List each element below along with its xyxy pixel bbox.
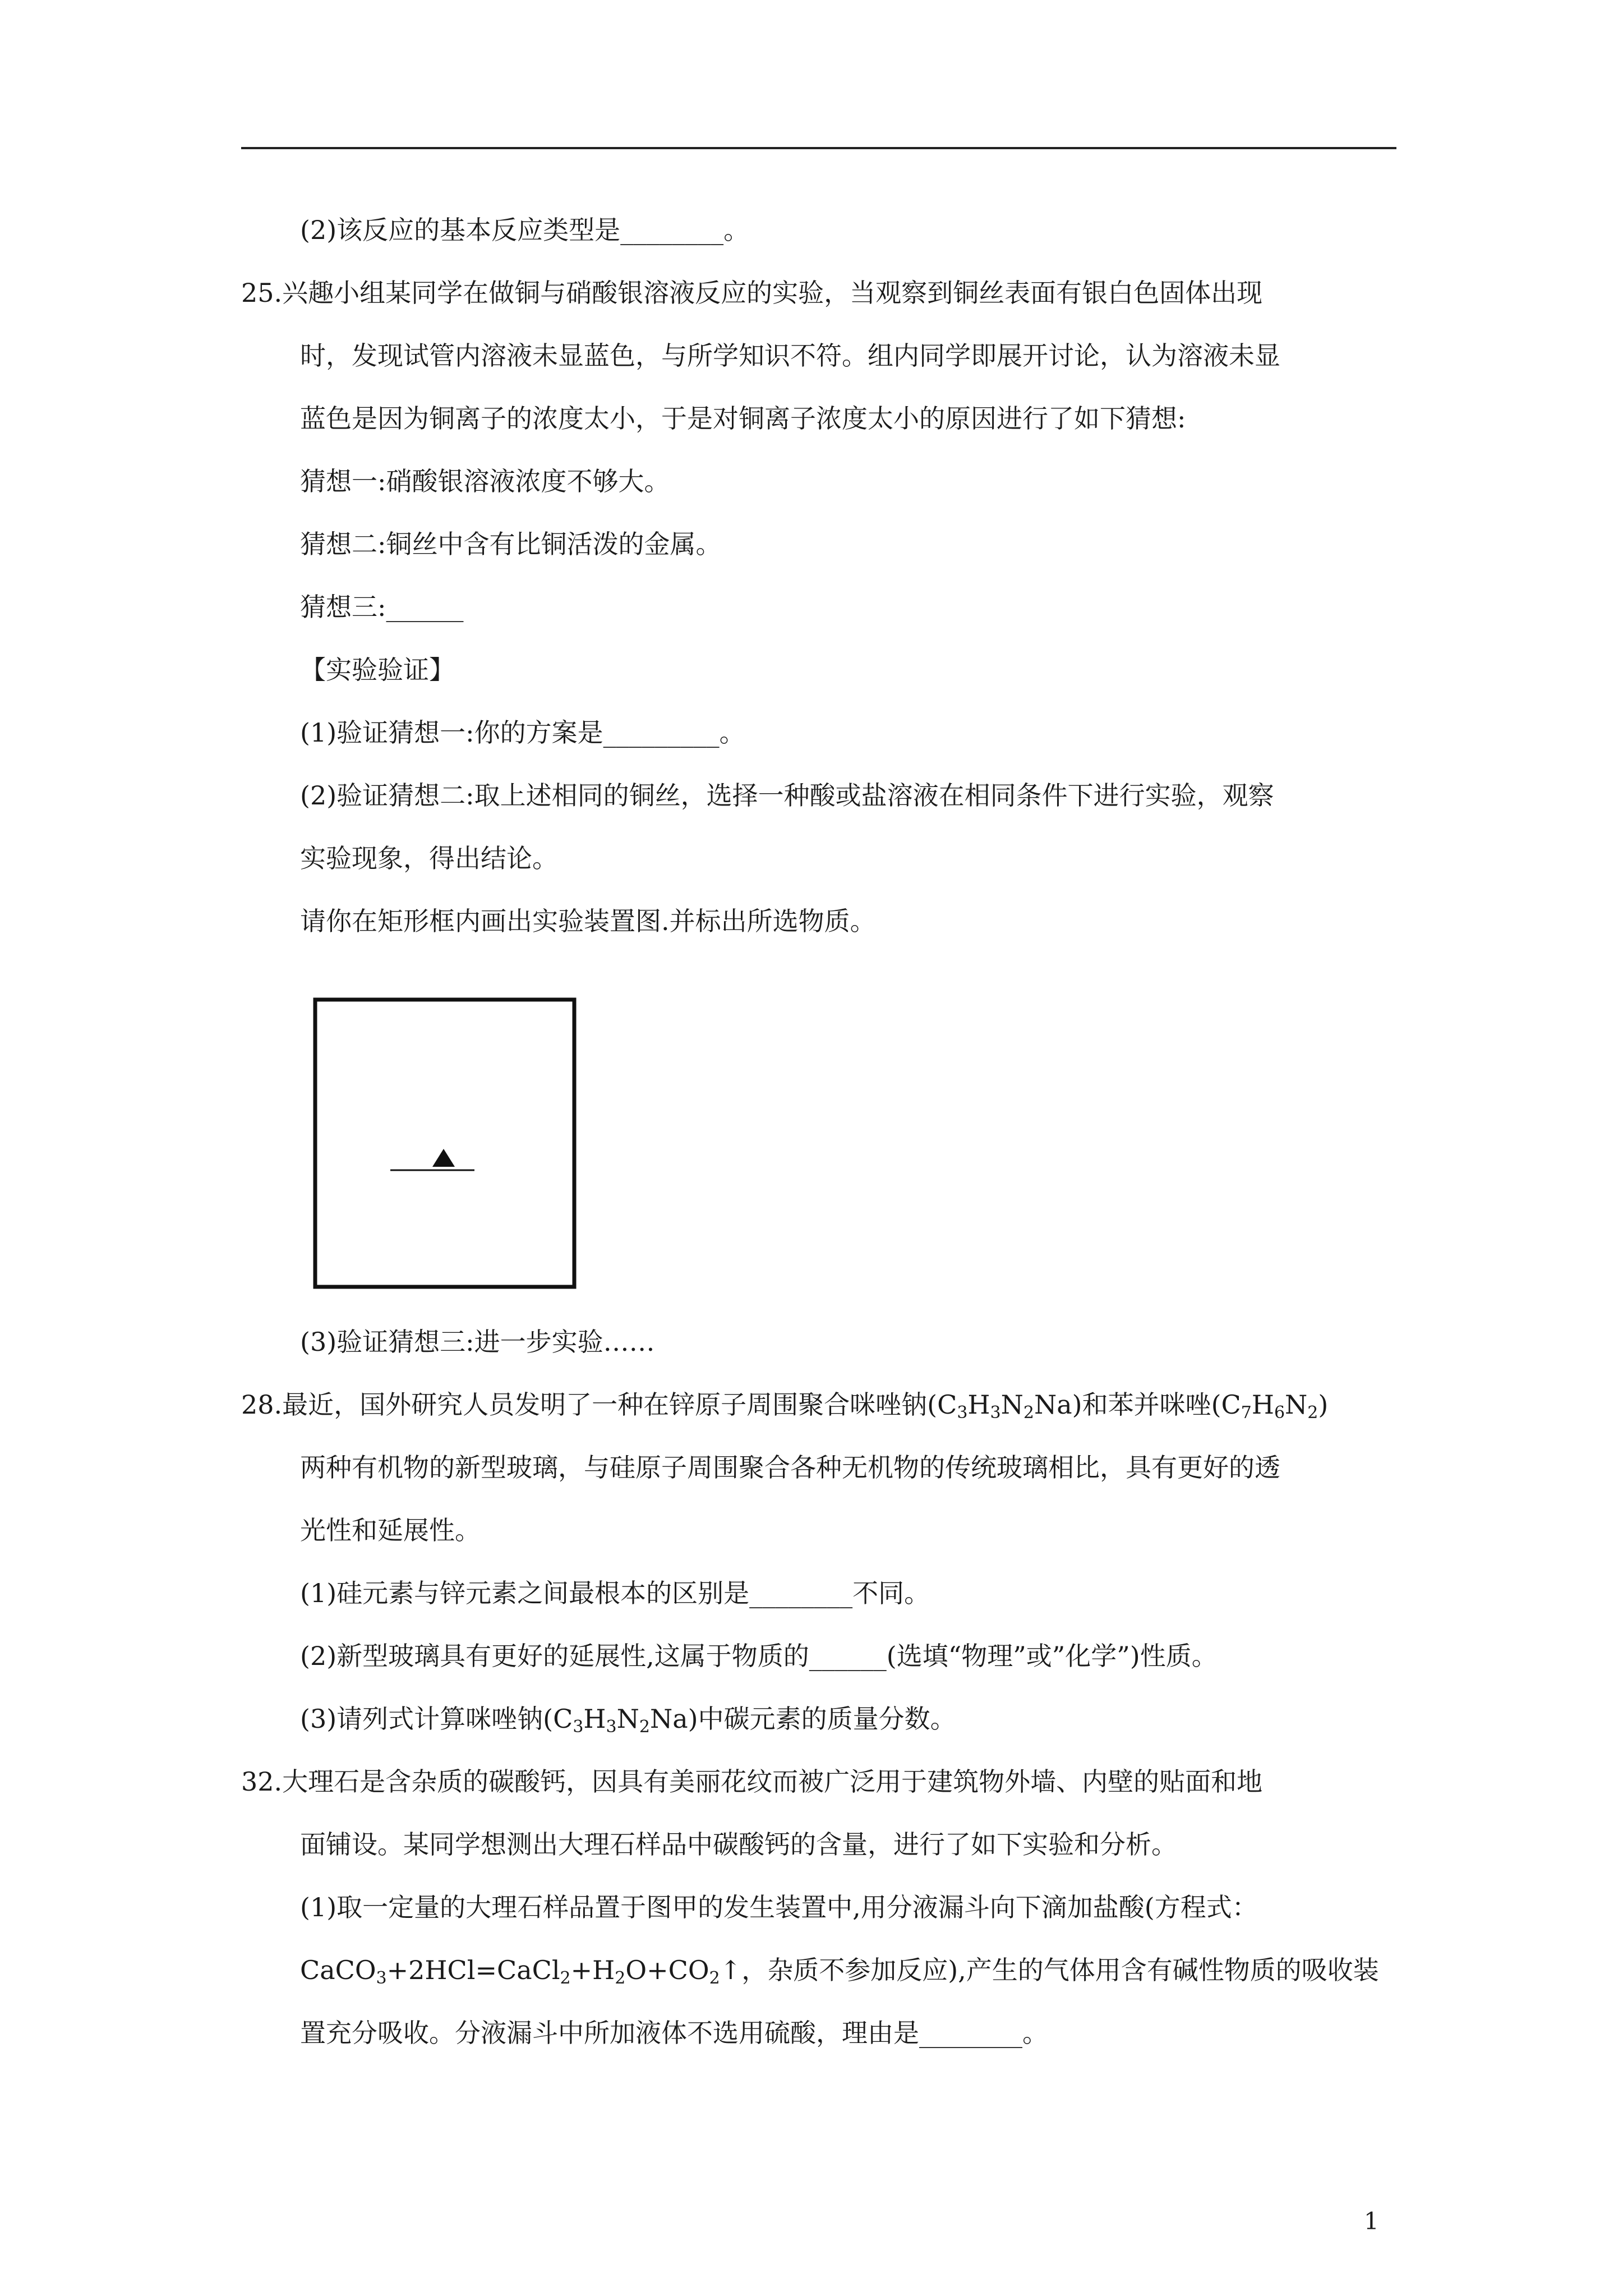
q32-part1-line3: 置充分吸收。分液漏斗中所加液体不选用硫酸，理由是________。 [300, 2018, 1048, 2048]
q25-verify2-line2: 实验现象，得出结论。 [300, 843, 558, 873]
q25-line2: 时，发现试管内溶液未显蓝色，与所学知识不符。组内同学即展开讨论，认为溶液未显 [300, 341, 1280, 371]
q25-verify1: (1)验证猜想一:你的方案是_________。 [300, 717, 745, 748]
q32-line2: 面铺设。某同学想测出大理石样品中碳酸钙的含量，进行了如下实验和分析。 [300, 1829, 1177, 1860]
q28-part2: (2)新型玻璃具有更好的延展性,这属于物质的______(选填“物理”或”化学”)性质。 [300, 1641, 1218, 1671]
q28-part1: (1)硅元素与锌元素之间最根本的区别是________不同。 [300, 1578, 930, 1608]
q25-verify3: (3)验证猜想三:进一步实验…… [300, 1327, 655, 1357]
page-number: 1 [1364, 2207, 1379, 2235]
q28-line3: 光性和延展性。 [300, 1515, 481, 1545]
q25-guess2: 猜想二:铜丝中含有比铜活泼的金属。 [300, 529, 722, 559]
drawing-box-diagram [313, 997, 577, 1289]
q25-guess3: 猜想三:______ [300, 592, 464, 622]
q25-draw-prompt: 请你在矩形框内画出实验装置图.并标出所选物质。 [300, 906, 876, 936]
q28-part3: (3)请列式计算咪唑钠$(C_3H_3N_2Na)$中碳元素的质量分数。 [300, 1704, 956, 1737]
q25-line3: 蓝色是因为铜离子的浓度太小，于是对铜离子浓度太小的原因进行了如下猜想: [300, 403, 1186, 434]
q25-guess1: 猜想一:硝酸银溶液浓度不够大。 [300, 466, 670, 496]
q28-line1: 28.最近，国外研究人员发明了一种在锌原子周围聚合咪唑钠$(C_3H_3N_2Na)$和苯并咪唑$(C_7H_6N_2)$ [241, 1389, 1329, 1423]
triangle-marker [432, 1149, 455, 1167]
q28-line2: 两种有机物的新型玻璃，与硅原子周围聚合各种无机物的传统玻璃相比，具有更好的透 [300, 1452, 1280, 1483]
q32-line1: 32.大理石是含杂质的碳酸钙，因具有美丽花纹而被广泛用于建筑物外墙、内壁的贴面和地 [241, 1766, 1263, 1797]
q24-part2: (2)该反应的基本反应类型是________。 [300, 215, 750, 245]
q32-part1-line1: (1)取一定量的大理石样品置于图甲的发生装置中,用分液漏斗向下滴加盐酸(方程式： [300, 1892, 1258, 1922]
header-rule [241, 147, 1396, 149]
q25-heading: 【实验验证】 [300, 655, 455, 685]
drawing-box [315, 1000, 574, 1287]
q25-line1: 25.兴趣小组某同学在做铜与硝酸银溶液反应的实验，当观察到铜丝表面有银白色固体出现 [241, 278, 1263, 308]
q25-verify2-line1: (2)验证猜想二:取上述相同的铜丝，选择一种酸或盐溶液在相同条件下进行实验，观察 [300, 780, 1274, 811]
q32-equation-line: $CaCO_3+2HCl=CaCl_2+H_2O+CO_2↑$，杂质不参加反应),产生的气体用含有碱性物质的吸收装 [300, 1955, 1379, 1988]
